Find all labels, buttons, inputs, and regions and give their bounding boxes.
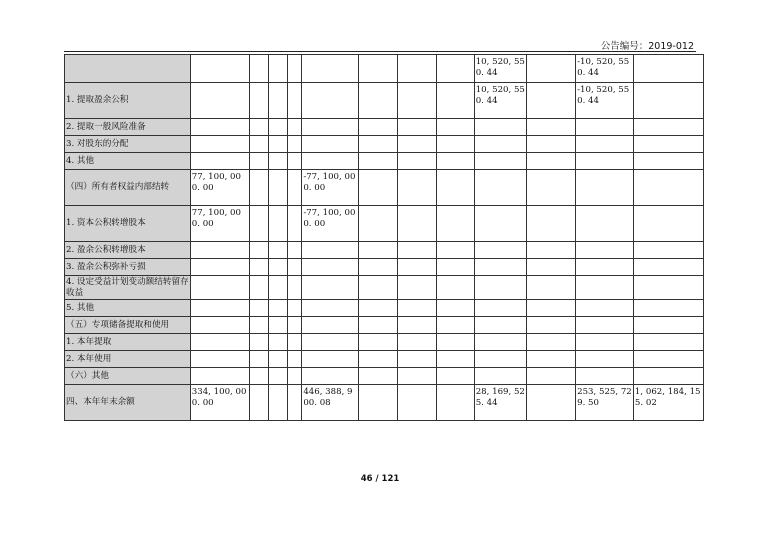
row-label	[65, 55, 191, 83]
table-cell	[268, 206, 287, 242]
table-cell	[288, 242, 302, 259]
table-cell	[302, 351, 359, 368]
table-cell	[359, 334, 398, 351]
table-cell: 10, 520, 550. 44	[474, 55, 527, 83]
table-cell	[397, 119, 437, 136]
table-cell	[437, 206, 475, 242]
table-cell	[359, 351, 398, 368]
table-cell	[527, 276, 576, 300]
table-cell	[527, 55, 576, 83]
table-cell	[633, 351, 703, 368]
table-row	[65, 259, 704, 276]
table-cell	[437, 259, 475, 276]
row-label: 3. 对股东的分配	[65, 136, 191, 153]
table-cell	[302, 334, 359, 351]
table-cell	[190, 368, 249, 385]
table-cell	[576, 153, 634, 170]
table-cell	[302, 153, 359, 170]
table-cell	[190, 153, 249, 170]
table-cell	[397, 206, 437, 242]
table-cell	[268, 368, 287, 385]
page-number: 46 / 121	[360, 474, 400, 484]
table-row	[65, 317, 704, 334]
table-cell	[633, 242, 703, 259]
table-cell	[633, 276, 703, 300]
table-cell	[190, 259, 249, 276]
table-cell: 77, 100, 000. 00	[190, 170, 249, 206]
table-cell	[633, 153, 703, 170]
table-cell	[437, 119, 475, 136]
table-cell	[437, 317, 475, 334]
table-cell	[288, 153, 302, 170]
table-cell	[249, 276, 268, 300]
table-cell	[527, 136, 576, 153]
table-cell	[268, 55, 287, 83]
table-cell	[633, 334, 703, 351]
row-label: 2. 本年使用	[65, 351, 191, 368]
table-cell	[268, 276, 287, 300]
table-cell	[397, 351, 437, 368]
table-cell	[302, 276, 359, 300]
table-row	[65, 119, 704, 136]
table-cell	[190, 334, 249, 351]
table-cell	[474, 351, 527, 368]
table-cell	[474, 300, 527, 317]
table-cell	[527, 83, 576, 119]
table-cell	[302, 83, 359, 119]
table-cell	[249, 136, 268, 153]
table-cell	[576, 368, 634, 385]
table-cell	[190, 119, 249, 136]
table-cell	[302, 317, 359, 334]
table-cell	[633, 368, 703, 385]
table-cell	[249, 206, 268, 242]
table-cell	[633, 317, 703, 334]
table-cell	[633, 206, 703, 242]
table-cell	[633, 83, 703, 119]
table-cell	[397, 276, 437, 300]
table-cell	[288, 334, 302, 351]
table-cell	[576, 276, 634, 300]
table-cell	[576, 242, 634, 259]
table-cell	[527, 351, 576, 368]
table-cell	[437, 276, 475, 300]
table-cell	[190, 351, 249, 368]
table-cell	[527, 242, 576, 259]
table-cell	[633, 136, 703, 153]
table-cell	[249, 170, 268, 206]
table-cell	[527, 259, 576, 276]
table-cell	[633, 119, 703, 136]
table-cell	[249, 334, 268, 351]
table-cell	[302, 300, 359, 317]
table-cell	[288, 368, 302, 385]
table-cell	[527, 206, 576, 242]
table-cell	[437, 368, 475, 385]
table-cell	[437, 170, 475, 206]
table-cell	[474, 334, 527, 351]
table-cell	[397, 83, 437, 119]
table-cell	[359, 368, 398, 385]
table-cell	[576, 206, 634, 242]
table-cell	[397, 368, 437, 385]
table-cell	[437, 242, 475, 259]
table-cell	[302, 136, 359, 153]
table-row	[65, 368, 704, 385]
table-cell	[397, 334, 437, 351]
table-row	[65, 170, 704, 206]
table-cell	[190, 136, 249, 153]
table-cell	[397, 259, 437, 276]
table-cell	[190, 55, 249, 83]
table-cell	[359, 119, 398, 136]
table-cell	[302, 259, 359, 276]
table-cell	[474, 153, 527, 170]
table-cell	[576, 300, 634, 317]
table-cell	[527, 119, 576, 136]
announcement-number: 公告编号：2019-012	[600, 41, 694, 52]
table-cell	[302, 242, 359, 259]
table-cell	[249, 259, 268, 276]
table-cell	[633, 300, 703, 317]
table-cell	[576, 119, 634, 136]
row-label: （六）其他	[65, 368, 191, 385]
table-cell	[288, 206, 302, 242]
table-cell	[249, 300, 268, 317]
row-label: 1. 资本公积转增股本	[65, 206, 191, 242]
table-cell	[359, 55, 398, 83]
table-cell: -10, 520, 550. 44	[576, 55, 634, 83]
table-cell	[288, 276, 302, 300]
row-label: 四、本年年末余额	[65, 385, 191, 421]
table-cell	[268, 317, 287, 334]
row-label: 2. 提取一般风险准备	[65, 119, 191, 136]
table-cell	[249, 385, 268, 421]
table-cell	[527, 153, 576, 170]
table-cell	[576, 170, 634, 206]
table-cell	[527, 170, 576, 206]
table-cell	[359, 242, 398, 259]
table-cell	[288, 119, 302, 136]
table-cell	[527, 385, 576, 421]
table-cell	[397, 385, 437, 421]
table-cell	[249, 317, 268, 334]
table-cell	[437, 83, 475, 119]
table-cell	[576, 334, 634, 351]
table-row	[65, 153, 704, 170]
table-cell	[359, 300, 398, 317]
table-cell: 77, 100, 000. 00	[190, 206, 249, 242]
table-cell	[397, 136, 437, 153]
header-rule	[64, 51, 696, 52]
table-cell	[397, 170, 437, 206]
table-cell: -10, 520, 550. 44	[576, 83, 634, 119]
table-cell	[359, 385, 398, 421]
table-cell	[527, 317, 576, 334]
table-cell	[576, 136, 634, 153]
table-cell	[249, 153, 268, 170]
table-cell: 253, 525, 729. 50	[576, 385, 634, 421]
table-cell	[268, 351, 287, 368]
table-cell	[268, 334, 287, 351]
row-label: （五）专项储备提取和使用	[65, 317, 191, 334]
table-cell	[527, 334, 576, 351]
table-row	[65, 334, 704, 351]
row-label: 4. 设定受益计划变动额结转留存收益	[66, 276, 189, 298]
table-cell	[190, 276, 249, 300]
row-label: 4. 其他	[65, 153, 191, 170]
table-cell	[249, 119, 268, 136]
table-cell	[288, 55, 302, 83]
table-cell	[249, 351, 268, 368]
table-cell	[474, 119, 527, 136]
table-cell	[474, 276, 527, 300]
table-cell	[359, 83, 398, 119]
table-cell	[268, 119, 287, 136]
table-cell	[437, 351, 475, 368]
table-cell	[288, 300, 302, 317]
table-cell	[359, 153, 398, 170]
table-cell	[268, 242, 287, 259]
table-cell	[359, 317, 398, 334]
table-cell	[190, 300, 249, 317]
table-cell	[268, 300, 287, 317]
table-cell: 334, 100, 000. 00	[190, 385, 249, 421]
table-cell	[474, 136, 527, 153]
table-cell	[288, 317, 302, 334]
table-cell	[268, 153, 287, 170]
table-cell	[397, 242, 437, 259]
table-cell	[268, 136, 287, 153]
table-cell: 10, 520, 550. 44	[474, 83, 527, 119]
table-cell	[268, 83, 287, 119]
table-cell	[474, 259, 527, 276]
table-cell	[268, 259, 287, 276]
table-row	[65, 385, 704, 421]
table-cell	[437, 153, 475, 170]
table-row	[65, 276, 704, 300]
table-cell: 1, 062, 184, 155. 02	[633, 385, 703, 421]
table-cell	[633, 170, 703, 206]
table-cell	[268, 170, 287, 206]
table-cell	[249, 242, 268, 259]
table-cell	[249, 83, 268, 119]
table-cell	[190, 317, 249, 334]
row-label: 5. 其他	[65, 300, 191, 317]
table-row	[65, 351, 704, 368]
table-cell	[359, 276, 398, 300]
table-cell	[437, 136, 475, 153]
table-cell	[397, 300, 437, 317]
table-cell	[527, 368, 576, 385]
table-cell	[288, 385, 302, 421]
table-cell	[474, 206, 527, 242]
table-cell	[397, 55, 437, 83]
row-label: 1. 本年提取	[65, 334, 191, 351]
table-cell	[576, 317, 634, 334]
table-cell	[633, 55, 703, 83]
table-cell	[359, 206, 398, 242]
row-label: 1. 提取盈余公积	[65, 83, 191, 119]
table-cell	[397, 153, 437, 170]
table-cell: -77, 100, 000. 00	[302, 206, 359, 242]
table-cell	[474, 242, 527, 259]
table-cell	[288, 351, 302, 368]
table-cell	[437, 334, 475, 351]
table-cell	[576, 259, 634, 276]
table-cell	[190, 242, 249, 259]
table-cell	[249, 368, 268, 385]
equity-change-table	[64, 54, 704, 421]
table-cell	[397, 317, 437, 334]
table-cell	[288, 83, 302, 119]
table-row	[65, 55, 704, 83]
table-cell	[302, 119, 359, 136]
table-cell: 446, 388, 900. 08	[302, 385, 359, 421]
row-label: 2. 盈余公积转增股本	[65, 242, 191, 259]
table-cell	[359, 136, 398, 153]
row-label: 3. 盈余公积弥补亏损	[65, 259, 191, 276]
table-cell: -77, 100, 000. 00	[302, 170, 359, 206]
table-cell	[633, 259, 703, 276]
table-row	[65, 83, 704, 119]
table-cell	[359, 170, 398, 206]
table-row	[65, 300, 704, 317]
table-cell	[437, 385, 475, 421]
table-cell: 28, 169, 525. 44	[474, 385, 527, 421]
table-cell	[288, 170, 302, 206]
table-cell	[474, 317, 527, 334]
table-cell	[474, 368, 527, 385]
table-cell	[302, 368, 359, 385]
table-row	[65, 206, 704, 242]
table-cell	[474, 170, 527, 206]
table-row	[65, 242, 704, 259]
table-cell	[249, 55, 268, 83]
table-cell	[190, 83, 249, 119]
table-cell	[527, 300, 576, 317]
table-cell	[302, 55, 359, 83]
table-cell	[437, 55, 475, 83]
table-cell	[288, 136, 302, 153]
table-row	[65, 136, 704, 153]
table-cell	[288, 259, 302, 276]
table-cell	[576, 351, 634, 368]
table-cell	[359, 259, 398, 276]
table-cell	[437, 300, 475, 317]
table-cell	[268, 385, 287, 421]
row-label: （四）所有者权益内部结转	[65, 170, 191, 206]
